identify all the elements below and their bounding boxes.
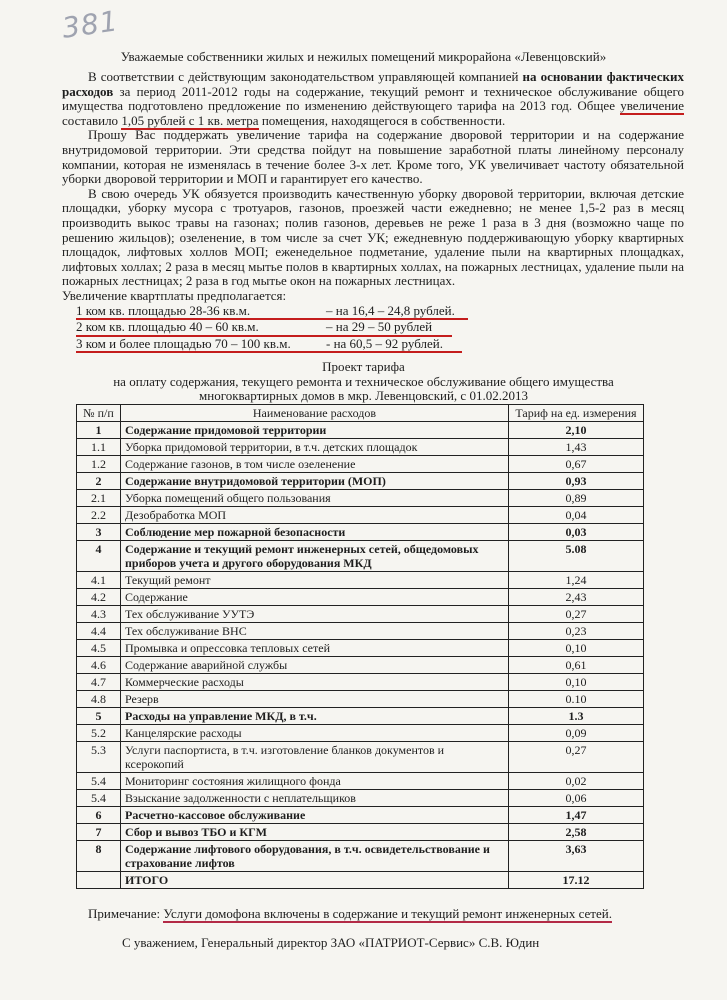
p1-text-mid: за период 2011-2012 годы на содержание, текущий ремонт и техническое обслуживание общего имущества подготовлено предложение по изменению действующего тарифа на 2013 год. Общее bbox=[62, 83, 684, 114]
row-num: 5.4 bbox=[77, 773, 121, 790]
table-row bbox=[77, 524, 644, 541]
row-value: 0,10 bbox=[508, 640, 643, 657]
table-header-row bbox=[77, 405, 644, 422]
header-num: № п/п bbox=[77, 405, 121, 422]
table-row bbox=[77, 640, 644, 657]
row-name: Услуги паспортиста, в т.ч. изготовление бланков документов и ксерокопий bbox=[121, 742, 509, 773]
row-name: Текущий ремонт bbox=[121, 572, 509, 589]
row-name: Дезобработка МОП bbox=[121, 507, 509, 524]
row-value: 0,93 bbox=[508, 473, 643, 490]
note bbox=[88, 906, 612, 922]
increase-amount: - на 60,5 – 92 рублей. bbox=[326, 335, 443, 351]
p1-text-mid2: составило bbox=[62, 112, 122, 128]
table-row bbox=[77, 824, 644, 841]
row-num: 4.3 bbox=[77, 606, 121, 623]
row-num: 7 bbox=[77, 824, 121, 841]
row-name: Сбор и вывоз ТБО и КГМ bbox=[121, 824, 509, 841]
row-name: Расходы на управление МКД, в т.ч. bbox=[121, 708, 509, 725]
table-row bbox=[77, 572, 644, 589]
row-name: Содержание bbox=[121, 589, 509, 606]
row-num: 1.1 bbox=[77, 439, 121, 456]
row-num: 4.6 bbox=[77, 657, 121, 674]
increase-desc: 2 ком кв. площадью 40 – 60 кв.м. bbox=[76, 319, 259, 335]
increase-desc: 1 ком кв. площадью 28-36 кв.м. bbox=[76, 302, 251, 318]
row-num: 1.2 bbox=[77, 456, 121, 473]
row-name: Резерв bbox=[121, 691, 509, 708]
table-row bbox=[77, 657, 644, 674]
table-row bbox=[77, 541, 644, 572]
table-row bbox=[77, 674, 644, 691]
row-value: 2,10 bbox=[508, 422, 643, 439]
increase-amount: – на 16,4 – 24,8 рублей. bbox=[326, 302, 455, 318]
row-name: Уборка придомовой территории, в т.ч. детских площадок bbox=[121, 439, 509, 456]
row-value: 1,43 bbox=[508, 439, 643, 456]
p1-underline-increase: увеличение bbox=[620, 98, 684, 114]
project-title bbox=[0, 360, 727, 404]
row-name: Промывка и опрессовка тепловых сетей bbox=[121, 640, 509, 657]
row-value: 0,61 bbox=[508, 657, 643, 674]
row-num: 3 bbox=[77, 524, 121, 541]
table-row bbox=[77, 807, 644, 824]
table-row bbox=[77, 773, 644, 790]
row-value: 0,02 bbox=[508, 773, 643, 790]
row-name: ИТОГО bbox=[121, 872, 509, 889]
row-value: 0,89 bbox=[508, 490, 643, 507]
table-row bbox=[77, 691, 644, 708]
row-name: Взыскание задолженности с неплательщиков bbox=[121, 790, 509, 807]
row-num: 4.7 bbox=[77, 674, 121, 691]
row-num: 4.8 bbox=[77, 691, 121, 708]
row-value: 0,67 bbox=[508, 456, 643, 473]
p1-underline-amount: 1,05 рублей с 1 кв. метра bbox=[121, 112, 259, 128]
increase-title: Увеличение квартплаты предполагается: bbox=[62, 287, 287, 303]
row-value: 0,06 bbox=[508, 790, 643, 807]
row-name: Содержание и текущий ремонт инженерных сетей, общедомовых приборов учета и другого оборудования МКД bbox=[121, 541, 509, 572]
row-value: 1.3 bbox=[508, 708, 643, 725]
table-row bbox=[77, 422, 644, 439]
row-name: Соблюдение мер пожарной безопасности bbox=[121, 524, 509, 541]
row-num: 1 bbox=[77, 422, 121, 439]
row-name: Содержание внутридомовой территории (МОП) bbox=[121, 473, 509, 490]
increase-item bbox=[76, 337, 462, 354]
p1-text-post: помещения, находящегося в собственности. bbox=[258, 112, 506, 128]
increase-list bbox=[62, 304, 684, 354]
row-value: 2,58 bbox=[508, 824, 643, 841]
table-row bbox=[77, 790, 644, 807]
row-num: 4.2 bbox=[77, 589, 121, 606]
row-name: Содержание аварийной службы bbox=[121, 657, 509, 674]
row-value: 1,47 bbox=[508, 807, 643, 824]
document-body bbox=[62, 70, 684, 353]
row-num: 4 bbox=[77, 541, 121, 572]
row-value: 0,27 bbox=[508, 742, 643, 773]
row-name: Канцелярские расходы bbox=[121, 725, 509, 742]
header-name: Наименование расходов bbox=[121, 405, 509, 422]
row-num: 4.5 bbox=[77, 640, 121, 657]
row-num: 5 bbox=[77, 708, 121, 725]
document-heading: Уважаемые собственники жилых и нежилых помещений микрорайона «Левенцовский» bbox=[120, 49, 607, 64]
row-name: Тех обслуживание ВНС bbox=[121, 623, 509, 640]
table-row bbox=[77, 742, 644, 773]
table-row bbox=[77, 841, 644, 872]
row-num: 4.4 bbox=[77, 623, 121, 640]
row-name: Уборка помещений общего пользования bbox=[121, 490, 509, 507]
paragraph-1 bbox=[62, 70, 684, 128]
row-name: Содержание газонов, в том числе озеленение bbox=[121, 456, 509, 473]
increase-item bbox=[76, 320, 452, 337]
project-title-line1: Проект тарифа bbox=[322, 359, 405, 374]
table-row bbox=[77, 589, 644, 606]
row-name: Коммерческие расходы bbox=[121, 674, 509, 691]
row-num: 8 bbox=[77, 841, 121, 872]
row-value: 0.10 bbox=[508, 691, 643, 708]
row-value: 0,04 bbox=[508, 507, 643, 524]
row-value: 2,43 bbox=[508, 589, 643, 606]
row-name: Расчетно-кассовое обслуживание bbox=[121, 807, 509, 824]
row-name: Тех обслуживание УУТЭ bbox=[121, 606, 509, 623]
increase-amount: – на 29 – 50 рублей bbox=[326, 319, 433, 335]
row-name: Содержание придомовой территории bbox=[121, 422, 509, 439]
row-num: 6 bbox=[77, 807, 121, 824]
signature: С уважением, Генеральный директор ЗАО «ПАТРИОТ-Сервис» С.В. Юдин bbox=[122, 935, 540, 950]
row-value: 0,23 bbox=[508, 623, 643, 640]
table-row bbox=[77, 725, 644, 742]
table-row bbox=[77, 872, 644, 889]
row-value: 0,03 bbox=[508, 524, 643, 541]
note-underlined: Услуги домофона включены в содержание и текущий ремонт инженерных сетей. bbox=[163, 906, 612, 921]
row-value: 0,10 bbox=[508, 674, 643, 691]
row-num: 2.2 bbox=[77, 507, 121, 524]
paragraph-2: Прошу Вас поддержать увеличение тарифа на содержание дворовой территории и на содержание внутридомовой территории. Эти средства пойдут на повышение заработной платы линейному персоналу компании, которая не изменялась в течение более 3-х лет. Кроме того, УК увеличивает частоту обязательной уборки дворовой территории и МОП и гарантирует его качество. bbox=[62, 127, 684, 187]
row-num: 5.4 bbox=[77, 790, 121, 807]
row-value: 5.08 bbox=[508, 541, 643, 572]
project-title-line3: многоквартирных домов в мкр. Левенцовский, с 01.02.2013 bbox=[199, 388, 528, 404]
table-row bbox=[77, 490, 644, 507]
project-title-line2: на оплату содержания, текущего ремонта и техническое обслуживание общего имущества bbox=[113, 373, 614, 389]
table-row bbox=[77, 708, 644, 725]
row-num: 2.1 bbox=[77, 490, 121, 507]
page-number: 381 bbox=[59, 4, 121, 45]
p1-text-pre: В соответствии с действующим законодательством управляющей компанией bbox=[88, 69, 523, 84]
row-value: 1,24 bbox=[508, 572, 643, 589]
table-row bbox=[77, 507, 644, 524]
increase-desc: 3 ком и более площадью 70 – 100 кв.м. bbox=[76, 335, 291, 351]
table-row bbox=[77, 623, 644, 640]
table-row bbox=[77, 473, 644, 490]
table-body bbox=[77, 422, 644, 889]
paragraph-3: В свою очередь УК обязуется производить качественную уборку дворовой территории, включая детские площадки, уборку мусора с тротуаров, газонов, проезжей части ежедневно; не менее 1,5-2 раз в месяц производить выкос травы на газонах; полив газонов, деревьев не реже 1 раза в 3 дня (возможно чаще по решению жильцов); озеленение, в том числе за счет УК; ежедневную поддерживающую уборку квартирных площадок, лифтовых холлов МОП; еженедельное подметание, удаление пыли на квартирных площадках, лифтовых холлах; 2 раза в месяц мытье полов в квартирных холлах, на пожарных лестницах, удаление пыли на пожарных лестницах; 2 раза в год мытье окон на пожарных лестницах. bbox=[62, 185, 684, 289]
header-value: Тариф на ед. измерения bbox=[508, 405, 643, 422]
row-value: 3,63 bbox=[508, 841, 643, 872]
row-num: 5.2 bbox=[77, 725, 121, 742]
row-num: 5.3 bbox=[77, 742, 121, 773]
row-name: Содержание лифтового оборудования, в т.ч. освидетельствование и страхование лифтов bbox=[121, 841, 509, 872]
tariff-table bbox=[76, 404, 644, 889]
row-value: 0,27 bbox=[508, 606, 643, 623]
table-row bbox=[77, 456, 644, 473]
note-prefix: Примечание: bbox=[88, 906, 164, 921]
row-value: 17.12 bbox=[508, 872, 643, 889]
table-row bbox=[77, 606, 644, 623]
row-num bbox=[77, 872, 121, 889]
row-num: 2 bbox=[77, 473, 121, 490]
p1-bold: на основании фактических расходов bbox=[62, 69, 684, 99]
row-value: 0,09 bbox=[508, 725, 643, 742]
increase-item bbox=[76, 304, 468, 321]
table-row bbox=[77, 439, 644, 456]
row-num: 4.1 bbox=[77, 572, 121, 589]
row-name: Мониторинг состояния жилищного фонда bbox=[121, 773, 509, 790]
